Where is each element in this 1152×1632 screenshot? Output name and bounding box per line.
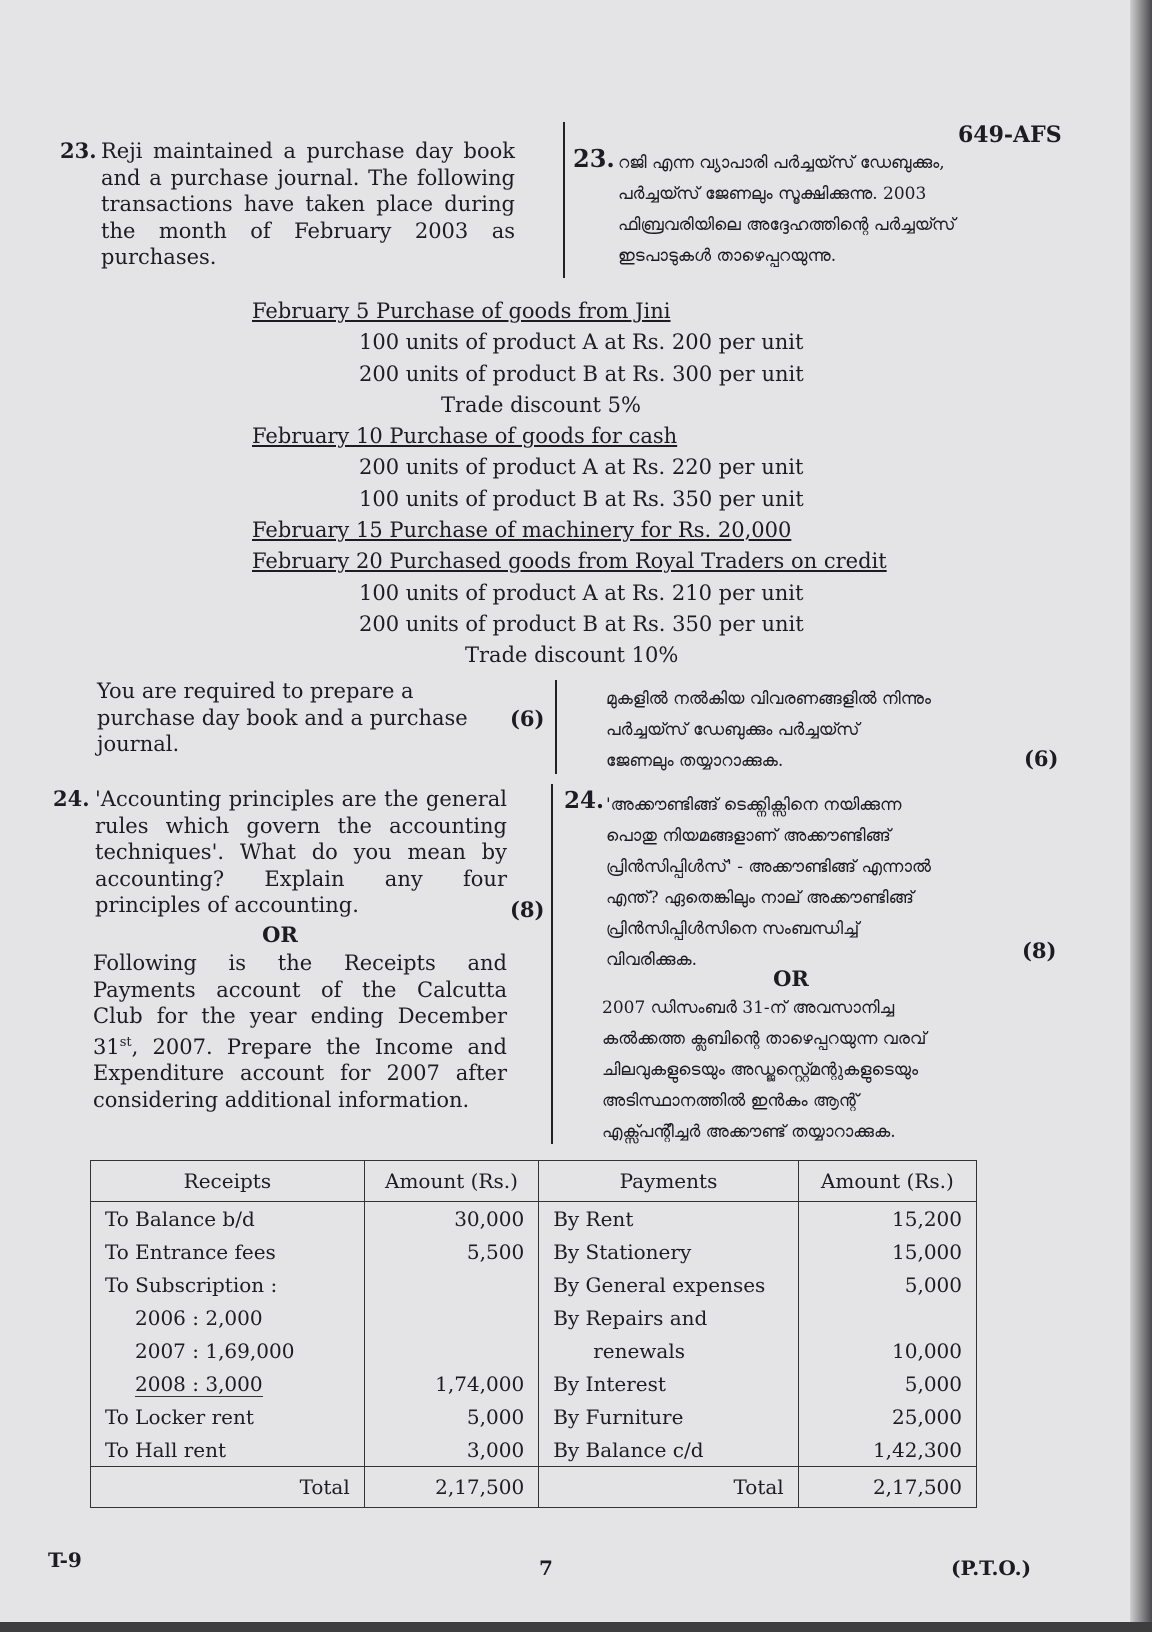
or-label-ml: OR [773, 966, 809, 991]
q24-marks-en: (8) [510, 897, 545, 922]
column-divider-mid [555, 680, 557, 774]
q23-number-en: 23. [60, 138, 97, 163]
header-receipts: Receipts [91, 1161, 365, 1202]
transaction-discount: Trade discount 5% [441, 392, 641, 417]
bottom-edge-shadow [0, 1622, 1152, 1632]
table-total-row [91, 1467, 977, 1508]
table-row: To Hall rent 3,000 By Balance c/d 1,42,300 [91, 1433, 977, 1467]
page-number: 7 [539, 1556, 553, 1580]
q24-malayalam-b: 2007 ഡിസംബർ 31-ന് അവസാനിച്ച കൽക്കത്ത ക്ലബിന്റെ താഴെപ്പറയുന്ന വരവ് ചിലവുകളുടെയും അഡ്ജസ്റ്റ്മെന്റുകളുടെയും അടിസ്ഥാനത്തിൽ ഇൻകം ആന്റ് എക്സ്പന്റീച്ചർ അക്കൗണ്ട് തയ്യാറാക്കുക. [602, 998, 927, 1142]
q23-task-english: You are required to prepare a purchase day book and a purchase journal. [97, 679, 468, 756]
table-row: To Balance b/d 30,000 By Rent 15,200 [91, 1202, 977, 1236]
table-row: To Locker rent 5,000 By Furniture 25,000 [91, 1400, 977, 1433]
q24-malayalam-a: 'അക്കൗണ്ടിങ്ങ് ടെക്ക്നിക്സിനെ നയിക്കുന്ന പൊതു നിയമങ്ങളാണ് അക്കൗണ്ടിങ്ങ് പ്രിൻസിപ്പിൾസ്' - അക്കൗണ്ടിങ്ങ് എന്നാൽ എന്ത്? ഏതെങ്കിലും നാല് അക്കൗണ്ടിങ്ങ് പ്രിൻസിപ്പിൾസിനെ സംബന്ധിച്ച് വിവരിക്കുക. [606, 795, 931, 970]
transaction-line: 100 units of product B at Rs. 350 per unit [359, 486, 804, 511]
pto-label: (P.T.O.) [951, 1556, 1032, 1580]
header-amount-payments: Amount (Rs.) [798, 1161, 976, 1202]
transaction-heading: February 20 Purchased goods from Royal Traders on credit [252, 549, 887, 574]
total-label-receipts: Total [91, 1467, 365, 1508]
transaction-line: 200 units of product B at Rs. 350 per unit [359, 611, 804, 636]
transaction-line: 200 units of product A at Rs. 220 per unit [359, 455, 804, 480]
q23-english-text: Reji maintained a purchase day book and a purchase journal. The following transactions have taken place during the month of February 2003 as purchases. [101, 139, 515, 269]
q23-transactions [252, 296, 952, 672]
table-row: 2006 : 2,000 By Repairs and [91, 1301, 977, 1334]
q23-marks-en: (6) [510, 706, 545, 731]
total-receipts: 2,17,500 [364, 1467, 538, 1508]
transaction-line: 100 units of product A at Rs. 210 per unit [359, 580, 804, 605]
transaction-line: 200 units of product B at Rs. 300 per unit [359, 361, 804, 386]
column-divider-top [563, 122, 565, 278]
q24-marks-ml: (8) [1022, 938, 1057, 963]
transaction-line: 100 units of product A at Rs. 200 per unit [359, 330, 804, 355]
q24-number-en: 24. [53, 786, 90, 811]
q23-task-malayalam: മുകളിൽ നൽകിയ വിവരണങ്ങളിൽ നിന്നും പർച്ചയ്സ് ഡേബുക്കും പർച്ചയ്സ് ജേണലും തയ്യാറാക്കുക. [606, 689, 931, 771]
total-label-payments: Total [539, 1467, 799, 1508]
paper-code: 649-AFS [958, 122, 1062, 148]
header-amount-receipts: Amount (Rs.) [364, 1161, 538, 1202]
total-payments: 2,17,500 [798, 1467, 976, 1508]
transaction-heading: February 5 Purchase of goods from Jini [252, 299, 671, 323]
or-label-en: OR [262, 922, 298, 947]
transaction-heading: February 10 Purchase of goods for cash [252, 424, 678, 449]
footer-code: T-9 [48, 1548, 82, 1572]
table-row: To Entrance fees 5,500 By Stationery 15,000 [91, 1235, 977, 1268]
column-divider-bottom [551, 784, 553, 1144]
transaction-heading: February 15 Purchase of machinery for Rs. 20,000 [252, 518, 792, 543]
transaction-discount: Trade discount 10% [465, 643, 679, 668]
table-row: 2008 : 3,000 1,74,000 By Interest 5,000 [91, 1367, 977, 1400]
q23-number-ml: 23. [573, 144, 615, 173]
q24-english-a: 'Accounting principles are the general rules which govern the accounting techniques'. What do you mean by accounting? Explain any four principles of accounting. [95, 787, 507, 917]
q24-number-ml: 24. [564, 787, 605, 814]
q23-malayalam-text: റജി എന്ന വ്യാപാരി പർച്ചയ്സ് ഡേബുക്കും, പർച്ചയ്സ് ജേണലും സൂക്ഷിക്കുന്നു. 2003 ഫിബ്രവരിയിലെ അദ്ദേഹത്തിന്റെ പർച്ചയ്സ് ഇടപാടുകൾ താഴെപ്പറയുന്നു. [618, 153, 956, 266]
table-row: 2007 : 1,69,000 renewals 10,000 [91, 1334, 977, 1367]
page-edge-shadow [1130, 0, 1152, 1632]
table-row: To Subscription : By General expenses 5,000 [91, 1268, 977, 1301]
q24-english-b: Following is the Receipts and Payments account of the Calcutta Club for the year ending December 31st, 2007. Prepare the Income and Expenditure account for 2007 after considering additional information. [93, 951, 507, 1112]
q23-marks-ml: (6) [1024, 746, 1059, 771]
header-payments: Payments [539, 1161, 799, 1202]
table-header-row [91, 1161, 977, 1202]
receipts-payments-table [90, 1160, 977, 1508]
